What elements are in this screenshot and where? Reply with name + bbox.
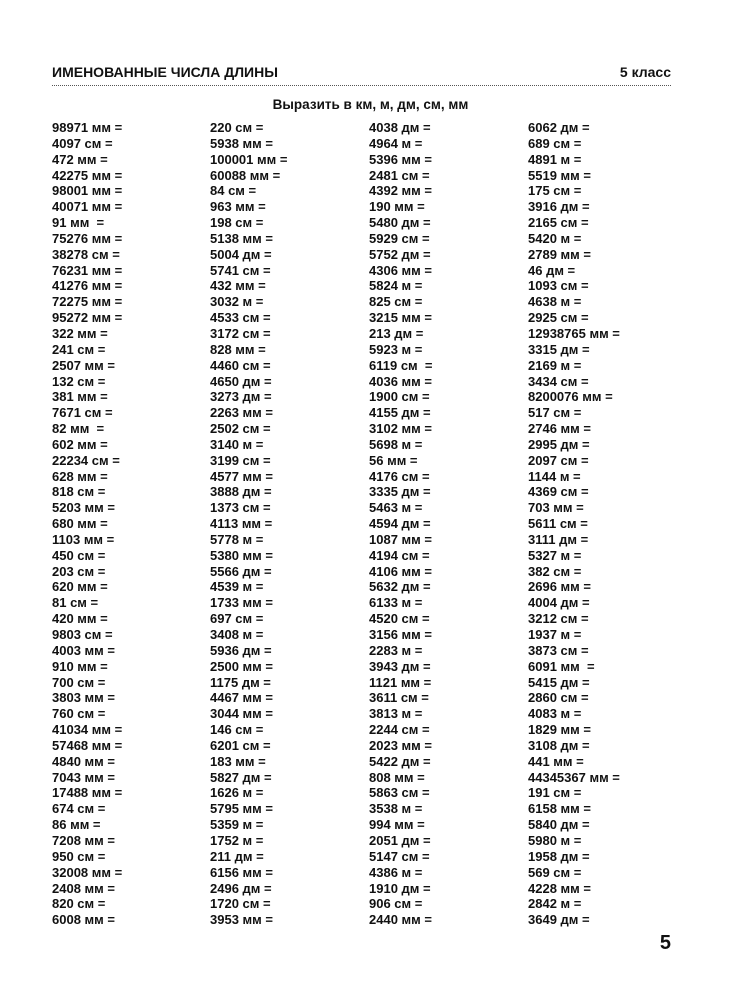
exercise-item: 6062 дм = — [528, 120, 590, 135]
exercise-item: 825 см = — [369, 294, 423, 310]
exercise-item: 2097 см = — [528, 452, 589, 468]
exercise-item: 4038 дм = — [369, 120, 431, 135]
exercise-item: 41034 мм = — [52, 722, 123, 738]
exercise-item: 91 мм = — [52, 215, 105, 231]
exercise-item: 4467 мм = — [210, 690, 273, 706]
exercise-item: 6156 мм = — [210, 864, 273, 880]
exercise-item: 1752 м = — [210, 832, 264, 848]
exercise-item: 38278 см = — [52, 246, 120, 262]
exercise-item: 95272 мм = — [52, 310, 123, 326]
exercise-item: 5840 дм = — [528, 817, 590, 833]
exercise-item: 5203 мм = — [52, 500, 115, 516]
exercise-item: 17488 мм = — [52, 785, 123, 801]
exercise-item: 6133 м = — [369, 595, 423, 611]
exercise-item: 6119 см = — [369, 357, 433, 373]
exercise-item: 517 см = — [528, 405, 582, 421]
exercise-item: 3102 мм = — [369, 421, 432, 437]
exercise-item: 674 см = — [52, 801, 106, 817]
exercise-item: 132 см = — [52, 373, 106, 389]
exercise-item: 910 мм = — [52, 658, 108, 674]
exercise-column-3 — [369, 120, 432, 928]
exercise-item: 2440 мм = — [369, 912, 432, 928]
exercise-item: 7208 мм = — [52, 832, 115, 848]
exercise-item: 441 мм = — [528, 753, 584, 769]
exercise-item: 3172 см = — [210, 325, 271, 341]
exercise-item: 7671 см = — [52, 405, 113, 421]
exercise-item: 5138 мм = — [210, 230, 273, 246]
exercise-item: 146 см = — [210, 722, 264, 738]
exercise-item: 472 мм = — [52, 151, 108, 167]
exercise-item: 211 дм = — [210, 848, 264, 864]
exercise-item: 602 мм = — [52, 436, 108, 452]
exercise-item: 6091 мм = — [528, 658, 595, 674]
exercise-item: 4650 дм = — [210, 373, 272, 389]
exercise-item: 22234 см = — [52, 452, 120, 468]
exercise-item: 2995 дм = — [528, 436, 590, 452]
exercise-item: 3943 дм = — [369, 658, 431, 674]
exercise-item: 2244 см = — [369, 722, 430, 738]
exercise-item: 450 см = — [52, 547, 106, 563]
exercise-item: 84 см = — [210, 183, 257, 199]
exercise-item: 3611 см = — [369, 690, 429, 706]
exercise-item: 56 мм = — [369, 452, 418, 468]
exercise-item: 2169 м = — [528, 357, 582, 373]
exercise-item: 4891 м = — [528, 151, 582, 167]
exercise-item: 906 см = — [369, 896, 423, 912]
exercise-item: 3916 дм = — [528, 199, 590, 215]
exercise-item: 5359 м = — [210, 817, 264, 833]
exercise-item: 60088 мм = — [210, 167, 281, 183]
exercise-item: 1626 м = — [210, 785, 264, 801]
exercise-item: 5936 дм = — [210, 642, 272, 658]
exercise-item: 569 см = — [528, 864, 582, 880]
exercise-item: 44345367 мм = — [528, 769, 620, 785]
exercise-item: 2023 мм = — [369, 737, 432, 753]
exercise-item: 5929 см = — [369, 230, 430, 246]
exercise-item: 1121 мм = — [369, 674, 432, 690]
exercise-item: 1937 м = — [528, 627, 582, 642]
exercise-item: 1720 см = — [210, 896, 271, 912]
task-instruction: Выразить в км, м, дм, см, мм — [272, 97, 469, 112]
exercise-item: 3044 мм = — [210, 706, 273, 722]
exercise-item: 2408 мм = — [52, 880, 115, 896]
exercise-item: 41276 мм = — [52, 278, 123, 294]
exercise-item: 5396 мм = — [369, 151, 432, 167]
exercise-column-4 — [528, 120, 620, 928]
exercise-item: 703 мм = — [528, 500, 584, 516]
exercise-item: 628 мм = — [52, 468, 108, 484]
exercise-item: 4638 м = — [528, 294, 582, 310]
exercise-item: 81 см = — [52, 595, 99, 611]
exercise-item: 9803 см = — [52, 627, 113, 642]
exercise-item: 72275 мм = — [52, 294, 123, 310]
exercise-item: 5752 дм = — [369, 246, 431, 262]
exercise-item: 5566 дм = — [210, 563, 272, 579]
exercise-column-2 — [210, 120, 287, 928]
exercise-item: 5824 м = — [369, 278, 423, 294]
exercise-item: 6158 мм = — [528, 801, 591, 817]
exercise-item: 2481 см = — [369, 167, 430, 183]
exercise-item: 4539 м = — [210, 579, 264, 595]
exercise-item: 4036 мм = — [369, 373, 432, 389]
exercise-item: 4369 см = — [528, 484, 589, 500]
exercise-item: 4533 см = — [210, 310, 271, 326]
exercise-item: 4194 см = — [369, 547, 430, 563]
exercise-item: 46 дм = — [528, 262, 576, 278]
exercise-item: 5519 мм = — [528, 167, 591, 183]
exercise-item: 2696 мм = — [528, 579, 591, 595]
exercise-item: 183 мм = — [210, 753, 266, 769]
exercise-item: 5741 см = — [210, 262, 271, 278]
exercise-item: 2500 мм = — [210, 658, 273, 674]
exercise-item: 5327 м = — [528, 547, 582, 563]
exercise-item: 2842 м = — [528, 896, 582, 912]
exercise-item: 4228 мм = — [528, 880, 591, 896]
exercise-item: 420 мм = — [52, 611, 108, 627]
exercise-item: 5827 дм = — [210, 769, 272, 785]
exercise-item: 700 см = — [52, 674, 106, 690]
exercise-item: 5611 см = — [528, 516, 588, 532]
exercise-item: 994 мм = — [369, 817, 425, 833]
exercise-item: 3649 дм = — [528, 912, 590, 928]
exercise-item: 6201 см = — [210, 737, 271, 753]
exercise-item: 175 см = — [528, 183, 582, 199]
exercise-item: 4155 дм = — [369, 405, 431, 421]
exercise-item: 5795 мм = — [210, 801, 273, 817]
exercise-item: 2925 см = — [528, 310, 589, 326]
exercise-item: 75276 мм = — [52, 230, 123, 246]
exercise-item: 432 мм = — [210, 278, 266, 294]
exercise-item: 2496 дм = — [210, 880, 272, 896]
exercise-item: 820 см = — [52, 896, 106, 912]
exercise-item: 1087 мм = — [369, 531, 432, 547]
exercise-item: 5463 м = — [369, 500, 423, 516]
exercise-item: 1103 мм = — [52, 531, 115, 547]
exercise-item: 2283 м = — [369, 642, 423, 658]
exercise-item: 818 см = — [52, 484, 106, 500]
exercise-item: 2746 мм = — [528, 421, 591, 437]
exercise-item: 32008 мм = — [52, 864, 123, 880]
exercise-item: 3434 см = — [528, 373, 589, 389]
exercise-item: 5938 мм = — [210, 135, 273, 151]
exercise-item: 4594 дм = — [369, 516, 431, 532]
exercise-item: 3156 мм = — [369, 627, 432, 642]
exercise-item: 322 мм = — [52, 325, 108, 341]
exercise-item: 3953 мм = — [210, 912, 273, 928]
exercise-item: 4004 дм = — [528, 595, 590, 611]
exercise-item: 5980 м = — [528, 832, 582, 848]
exercise-item: 3538 м = — [369, 801, 423, 817]
grade-label: 5 класс — [619, 64, 671, 80]
exercise-item: 5004 дм = — [210, 246, 272, 262]
exercise-item: 4577 мм = — [210, 468, 273, 484]
exercise-item: 3108 дм = — [528, 737, 590, 753]
exercise-item: 5415 дм = — [528, 674, 590, 690]
exercise-item: 697 см = — [210, 611, 264, 627]
exercise-item: 5923 м = — [369, 341, 423, 357]
exercise-item: 828 мм = — [210, 341, 266, 357]
exercise-item: 4106 мм = — [369, 563, 432, 579]
exercise-item: 4097 см = — [52, 135, 113, 151]
exercise-item: 8200076 мм = — [528, 389, 613, 405]
exercise-item: 382 см = — [528, 563, 582, 579]
exercise-item: 3212 см = — [528, 611, 589, 627]
exercise-item: 3140 м = — [210, 436, 264, 452]
exercise-item: 4392 мм = — [369, 183, 432, 199]
exercise-item: 3888 дм = — [210, 484, 272, 500]
exercise-item: 6008 мм = — [52, 912, 115, 928]
exercise-item: 4003 мм = — [52, 642, 115, 658]
exercise-item: 40071 мм = — [52, 199, 123, 215]
exercise-item: 42275 мм = — [52, 167, 123, 183]
exercise-item: 381 мм = — [52, 389, 108, 405]
exercise-item: 1373 см = — [210, 500, 271, 516]
exercise-item: 12938765 мм = — [528, 325, 620, 341]
exercise-item: 5632 дм = — [369, 579, 431, 595]
exercise-item: 3873 см = — [528, 642, 589, 658]
exercise-item: 2165 см = — [528, 215, 589, 231]
exercise-item: 4520 см = — [369, 611, 430, 627]
exercise-item: 3408 м = — [210, 627, 264, 642]
exercise-item: 4964 м = — [369, 135, 423, 151]
worksheet-title: ИМЕНОВАННЫЕ ЧИСЛА ДЛИНЫ — [52, 64, 278, 80]
exercise-item: 3215 мм = — [369, 310, 432, 326]
exercise-item: 98001 мм = — [52, 183, 123, 199]
exercise-item: 1910 дм = — [369, 880, 431, 896]
exercise-item: 3315 дм = — [528, 341, 590, 357]
exercise-item: 1175 дм = — [210, 674, 271, 690]
exercise-item: 203 см = — [52, 563, 106, 579]
exercise-item: 3335 дм = — [369, 484, 431, 500]
exercise-item: 7043 мм = — [52, 769, 115, 785]
exercise-item: 5422 дм = — [369, 753, 431, 769]
exercise-item: 2502 см = — [210, 421, 271, 437]
exercise-item: 3199 см = — [210, 452, 271, 468]
exercise-item: 220 см = — [210, 120, 264, 135]
exercise-item: 213 дм = — [369, 325, 424, 341]
dotted-divider — [52, 85, 671, 86]
exercise-item: 100001 мм = — [210, 151, 288, 167]
exercise-item: 1733 мм = — [210, 595, 273, 611]
exercise-item: 620 мм = — [52, 579, 108, 595]
exercise-item: 5147 см = — [369, 848, 430, 864]
exercise-item: 2507 мм = — [52, 357, 115, 373]
exercise-item: 4176 см = — [369, 468, 430, 484]
exercise-item: 4113 мм = — [210, 516, 273, 532]
exercise-item: 2860 см = — [528, 690, 589, 706]
exercise-item: 198 см = — [210, 215, 264, 231]
page-number: 5 — [659, 932, 671, 954]
exercise-item: 4386 м = — [369, 864, 423, 880]
exercise-item: 5698 м = — [369, 436, 423, 452]
exercise-item: 1958 дм = — [528, 848, 590, 864]
exercise-item: 2051 дм = — [369, 832, 431, 848]
exercise-item: 5420 м = — [528, 230, 582, 246]
exercise-item: 4083 м = — [528, 706, 582, 722]
exercise-item: 4840 мм = — [52, 753, 115, 769]
exercise-item: 2263 мм = — [210, 405, 273, 421]
exercise-item: 5778 м = — [210, 531, 264, 547]
exercise-item: 86 мм = — [52, 817, 101, 833]
exercise-item: 3813 м = — [369, 706, 423, 722]
exercise-item: 1829 мм = — [528, 722, 591, 738]
exercise-item: 2789 мм = — [528, 246, 591, 262]
exercise-item: 82 мм = — [52, 421, 105, 437]
exercise-item: 5863 см = — [369, 785, 430, 801]
exercise-item: 191 см = — [528, 785, 582, 801]
page-header — [52, 58, 671, 80]
exercise-columns — [52, 120, 692, 930]
exercise-item: 3032 м = — [210, 294, 264, 310]
exercise-item: 57468 мм = — [52, 737, 123, 753]
exercise-column-1 — [52, 120, 122, 928]
exercise-item: 5380 мм = — [210, 547, 273, 563]
exercise-item: 963 мм = — [210, 199, 266, 215]
exercise-item: 680 мм = — [52, 516, 108, 532]
exercise-item: 1144 м = — [528, 468, 581, 484]
exercise-item: 950 см = — [52, 848, 106, 864]
exercise-item: 241 см = — [52, 341, 106, 357]
exercise-item: 1900 см = — [369, 389, 430, 405]
exercise-item: 1093 см = — [528, 278, 589, 294]
exercise-item: 689 см = — [528, 135, 582, 151]
exercise-item: 4306 мм = — [369, 262, 432, 278]
exercise-item: 4460 см = — [210, 357, 271, 373]
exercise-item: 190 мм = — [369, 199, 425, 215]
exercise-item: 5480 дм = — [369, 215, 431, 231]
exercise-item: 76231 мм = — [52, 262, 123, 278]
exercise-item: 3111 дм = — [528, 531, 589, 547]
exercise-item: 808 мм = — [369, 769, 425, 785]
exercise-item: 3273 дм = — [210, 389, 272, 405]
exercise-item: 760 см = — [52, 706, 106, 722]
exercise-item: 3803 мм = — [52, 690, 115, 706]
exercise-item: 98971 мм = — [52, 120, 123, 135]
